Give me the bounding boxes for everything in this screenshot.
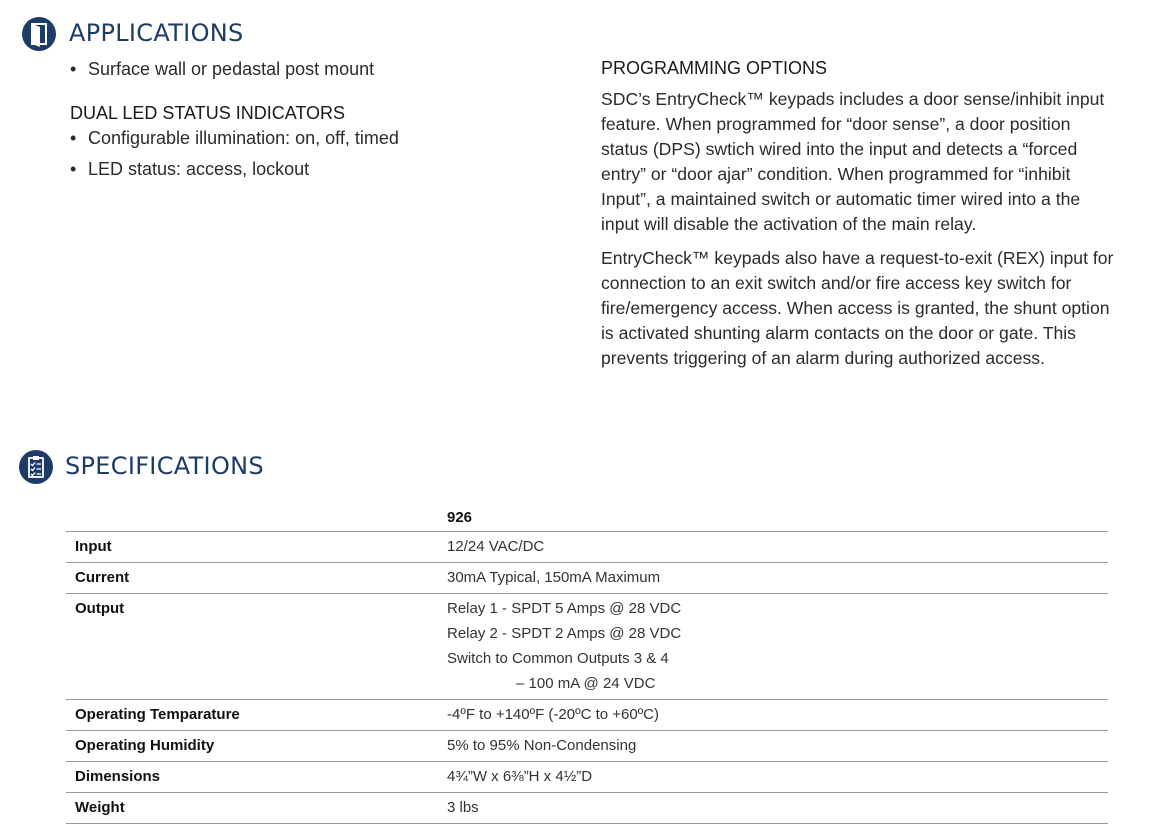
applications-list [70, 54, 374, 85]
list-item: • Surface wall or pedastal post mount [70, 54, 374, 85]
table-row [66, 563, 1108, 594]
table-row [66, 762, 1108, 793]
spec-label: Input [66, 532, 447, 563]
door-icon [22, 17, 56, 51]
table-row [66, 594, 1108, 700]
list-item: • Configurable illumination: on, off, timed [70, 123, 399, 154]
spec-label: Output [66, 594, 447, 700]
model-header: 926 [447, 504, 1108, 532]
spec-value-line: Relay 2 - SPDT 2 Amps @ 28 VDC [447, 625, 682, 642]
applications-title: APPLICATIONS [69, 19, 244, 47]
spec-value: 30mA Typical, 150mA Maximum [447, 563, 1108, 594]
spec-value-line: – 100 mA @ 24 VDC [516, 675, 656, 692]
spec-value-line: Relay 1 - SPDT 5 Amps @ 28 VDC [447, 600, 682, 617]
table-row [66, 532, 1108, 563]
spec-value: 12/24 VAC/DC [447, 532, 1108, 563]
spec-value-line: Switch to Common Outputs 3 & 4 [447, 650, 669, 667]
spec-value [447, 594, 1108, 700]
table-header-blank [66, 504, 447, 532]
spec-value: 4¾”W x 6⅜”H x 4½”D [447, 762, 1108, 793]
specifications-title: SPECIFICATIONS [65, 452, 264, 480]
programming-paragraph-1: SDC’s EntryCheck™ keypads includes a door sense/inhibit input feature. When programmed for “door sense”, a door position status (DPS) swtich wired into the input and detects a “forced entry” or “door ajar” condition. When programmed for “inhibit Input”, a maintained switch or automatic timer wired into a the input will disable the activation of the main relay. [601, 89, 1105, 234]
table-row [66, 731, 1108, 762]
spec-label: Operating Humidity [66, 731, 447, 762]
spec-label: Current [66, 563, 447, 594]
specifications-table [66, 504, 1108, 824]
table-row [66, 793, 1108, 824]
programming-paragraph-2: EntryCheck™ keypads also have a request-to-exit (REX) input for connection to an exit switch and/or fire access key switch for fire/emergency access. When access is granted, the shunt option is activated shunting alarm contacts on the door or gate. This prevents triggering of an alarm during authorized access. [601, 248, 1114, 368]
dual-led-title: DUAL LED STATUS INDICATORS [70, 103, 346, 123]
dual-led-list [70, 123, 399, 185]
programming-title: PROGRAMMING OPTIONS [601, 58, 828, 78]
spec-value: 3 lbs [447, 793, 1108, 824]
spec-value: 5% to 95% Non-Condensing [447, 731, 1108, 762]
checklist-icon [19, 450, 53, 484]
table-header-row [66, 504, 1108, 532]
spec-label: Weight [66, 793, 447, 824]
spec-value: -4ºF to +140ºF (-20ºC to +60ºC) [447, 700, 1108, 731]
table-row [66, 700, 1108, 731]
spec-label: Dimensions [66, 762, 447, 793]
spec-label: Operating Temparature [66, 700, 447, 731]
list-item: • LED status: access, lockout [70, 154, 399, 185]
